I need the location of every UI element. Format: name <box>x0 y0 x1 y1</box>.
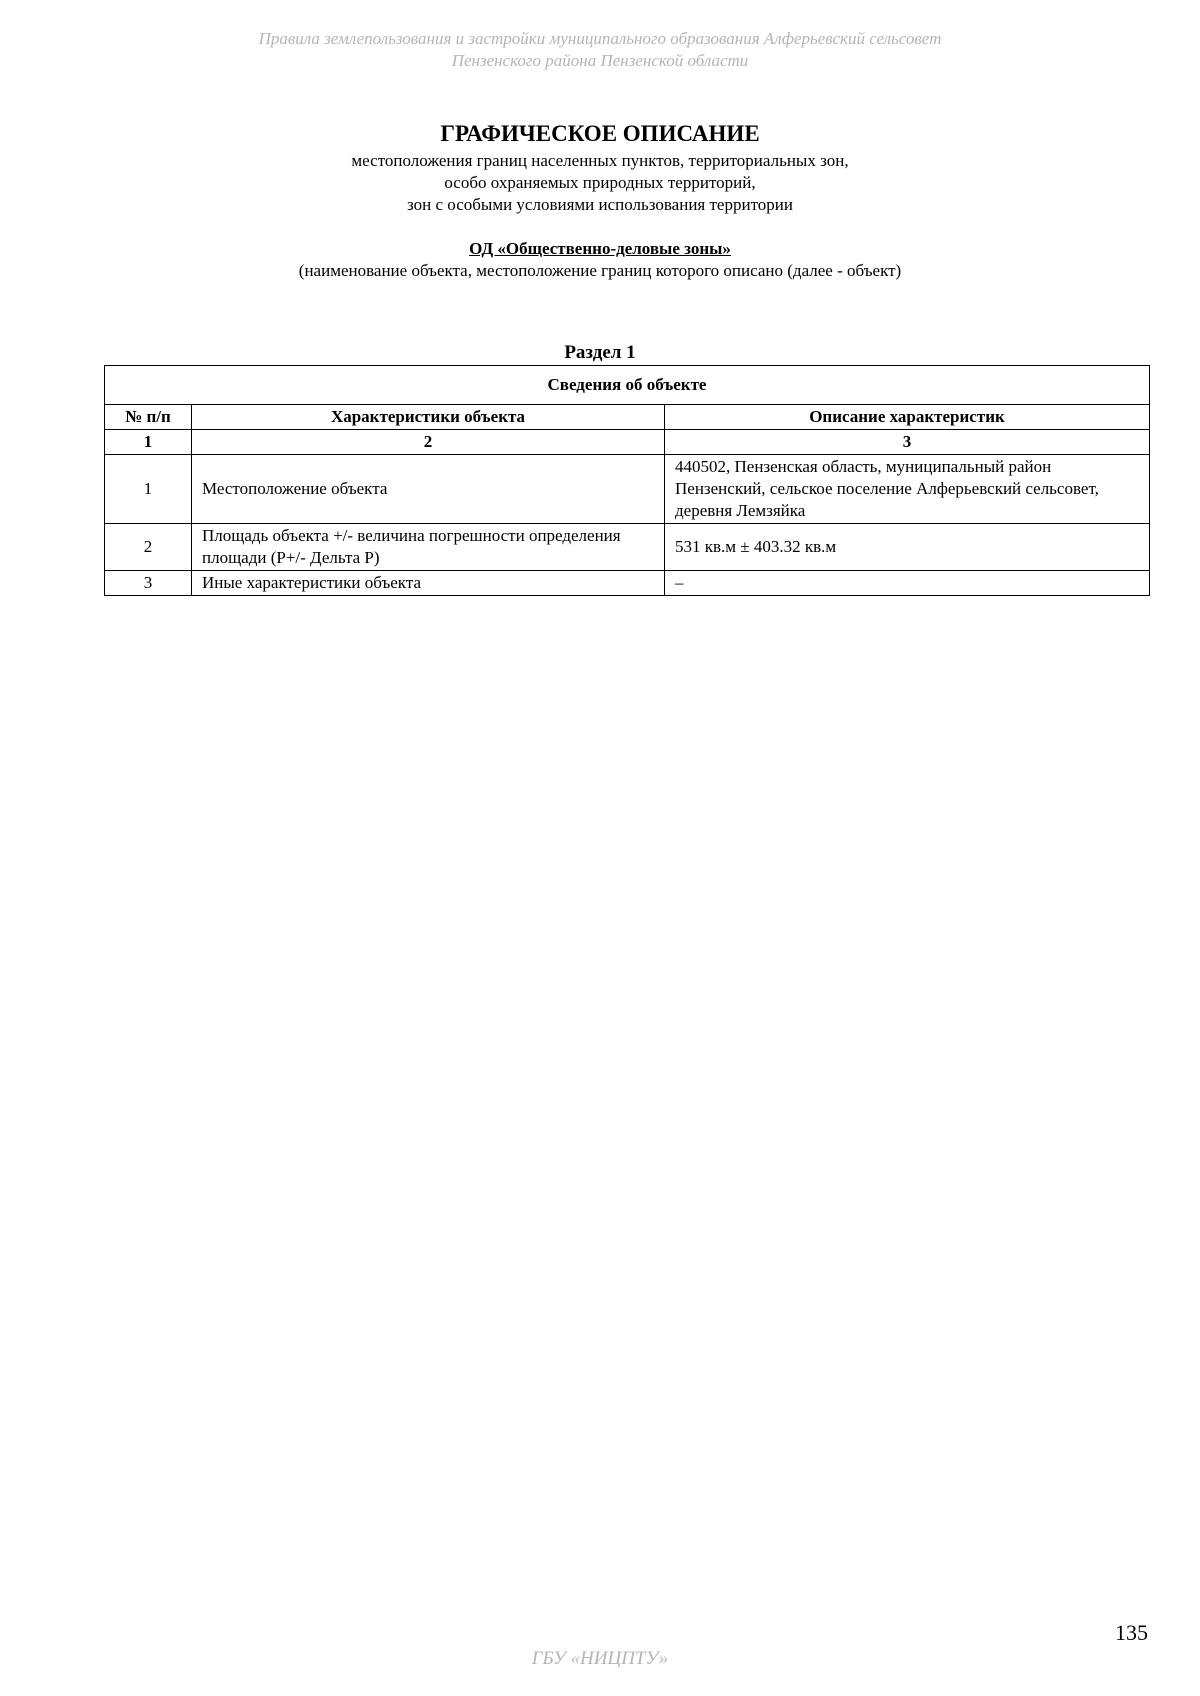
table-row <box>105 455 1150 524</box>
table-row <box>105 524 1150 571</box>
running-header-line-2: Пензенского района Пензенской области <box>451 51 749 70</box>
column-number-3: 3 <box>665 430 1150 455</box>
row-characteristic: Площадь объекта +/- величина погрешности определения площади (Р+/- Дельта Р) <box>192 524 665 571</box>
column-number-1: 1 <box>105 430 192 455</box>
running-header-line-1: Правила землепользования и застройки муниципального образования Алферьевский сельсовет <box>258 29 942 48</box>
table-header-row <box>105 405 1150 430</box>
table-caption: Сведения об объекте <box>105 366 1150 405</box>
column-header-characteristic: Характеристики объекта <box>192 405 665 430</box>
document-title: ГРАФИЧЕСКОЕ ОПИСАНИЕ <box>440 121 760 146</box>
row-characteristic: Иные характеристики объекта <box>192 571 665 596</box>
object-caption: (наименование объекта, местоположение границ которого описано (далее - объект) <box>298 261 902 280</box>
row-num: 3 <box>105 571 192 596</box>
column-header-num: № п/п <box>105 405 192 430</box>
document-subtitle-line-3: зон с особыми условиями использования территории <box>407 195 793 214</box>
running-header <box>0 28 1200 72</box>
running-footer: ГБУ «НИЦПТУ» <box>531 1648 669 1669</box>
table-caption-row <box>105 366 1150 405</box>
title-block <box>0 120 1200 282</box>
row-description: – <box>665 571 1150 596</box>
object-name: ОД «Общественно-деловые зоны» <box>469 239 731 258</box>
page-number: 135 <box>1115 1620 1148 1645</box>
table-row <box>105 571 1150 596</box>
row-characteristic: Местоположение объекта <box>192 455 665 524</box>
row-description: 531 кв.м ± 403.32 кв.м <box>665 524 1150 571</box>
row-num: 2 <box>105 524 192 571</box>
table-column-number-row <box>105 430 1150 455</box>
row-num: 1 <box>105 455 192 524</box>
row-description: 440502, Пензенская область, муниципальный район Пензенский, сельское поселение Алферьевский сельсовет, деревня Лемзяйка <box>665 455 1150 524</box>
section-title: Раздел 1 <box>564 342 636 363</box>
column-header-description: Описание характеристик <box>665 405 1150 430</box>
object-info-table <box>104 365 1150 596</box>
document-subtitle-line-1: местоположения границ населенных пунктов, территориальных зон, <box>351 151 849 170</box>
document-subtitle-line-2: особо охраняемых природных территорий, <box>444 173 756 192</box>
column-number-2: 2 <box>192 430 665 455</box>
